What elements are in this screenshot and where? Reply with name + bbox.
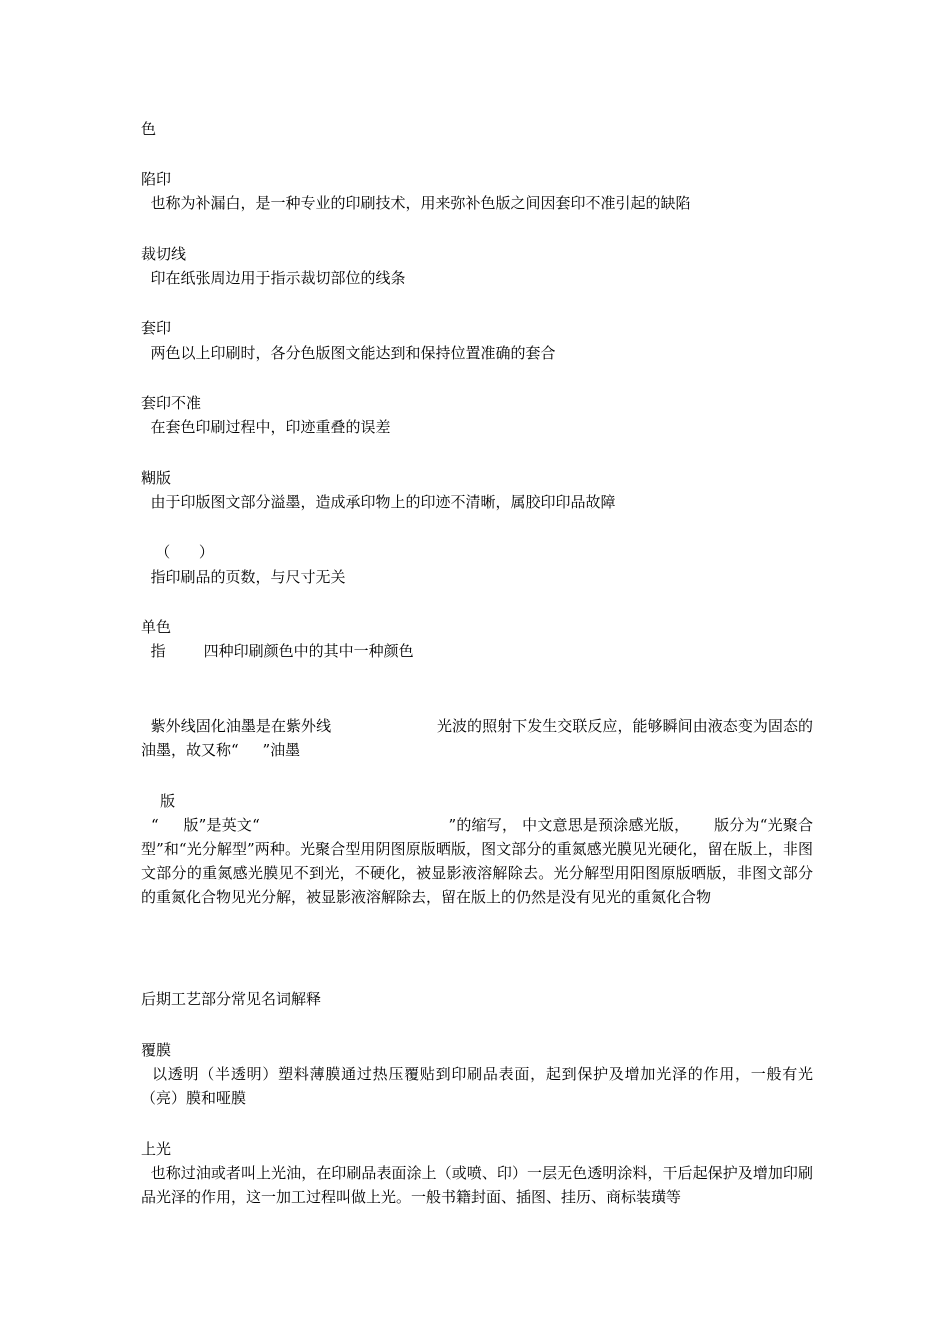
term-title: 套印: [141, 319, 172, 337]
term-title: 覆膜: [141, 1041, 172, 1059]
term-title: 裁切线: [141, 245, 187, 263]
term-definition: 也称为补漏白，是一种专业的印刷技术，用来弥补色版之间因套印不准引起的缺陷: [141, 194, 691, 212]
term-definition: 指印刷品的页数，与尺寸无关: [141, 568, 346, 586]
term-definition: 印在纸张周边用于指示裁切部位的线条: [141, 269, 406, 287]
term-title: 套印不准: [141, 394, 202, 412]
term-title: （ ）: [141, 543, 214, 561]
term-title: 版: [141, 792, 176, 810]
section-title: 后期工艺部分常见名词解释: [141, 990, 322, 1008]
term-title: 上光: [141, 1140, 172, 1158]
term-definition: 也称过油或者叫上光油，在印刷品表面涂上（或喷、印）一层无色透明涂料，干后起保护及增加印刷品光泽的作用，这一加工过程叫做上光。一般书籍封面、插图、挂历、商标装璜等: [141, 1164, 813, 1206]
term-fragment: 色: [141, 120, 157, 138]
term-title: 糊版: [141, 469, 172, 487]
uv-ink-paragraph: 紫外线固化油墨是在紫外线 光波的照射下发生交联反应，能够瞬间由液态变为固态的油墨，故又称“ ”油墨: [141, 717, 813, 759]
term-title: 单色: [141, 618, 172, 636]
term-definition: 由于印版图文部分溢墨，造成承印物上的印迹不清晰，属胶印印品故障: [141, 493, 616, 511]
term-definition: 以透明（半透明）塑料薄膜通过热压覆贴到印刷品表面，起到保护及增加光泽的作用，一般有光（亮）膜和哑膜: [141, 1065, 813, 1107]
ps-plate-paragraph: “ 版”是英文“ ”的缩写， 中文意思是预涂感光版， 版分为“光聚合型”和“光分解型”两种。光聚合型用阴图原版晒版，图文部分的重氮感光膜见光硬化，留在版上，非图文部分的重氮感光膜见不到光，不硬化，被显影液溶解除去。光分解型用阳图原版晒版，非图文部分的重氮化合物见光分解，被显影液溶解除去，留在版上的仍然是没有见光的重氮化合物: [141, 816, 813, 906]
term-title: 陷印: [141, 170, 172, 188]
term-definition: 两色以上印刷时，各分色版图文能达到和保持位置准确的套合: [141, 344, 556, 362]
term-definition: 指 四种印刷颜色中的其中一种颜色: [141, 642, 414, 660]
term-definition: 在套色印刷过程中，印迹重叠的误差: [141, 418, 391, 436]
